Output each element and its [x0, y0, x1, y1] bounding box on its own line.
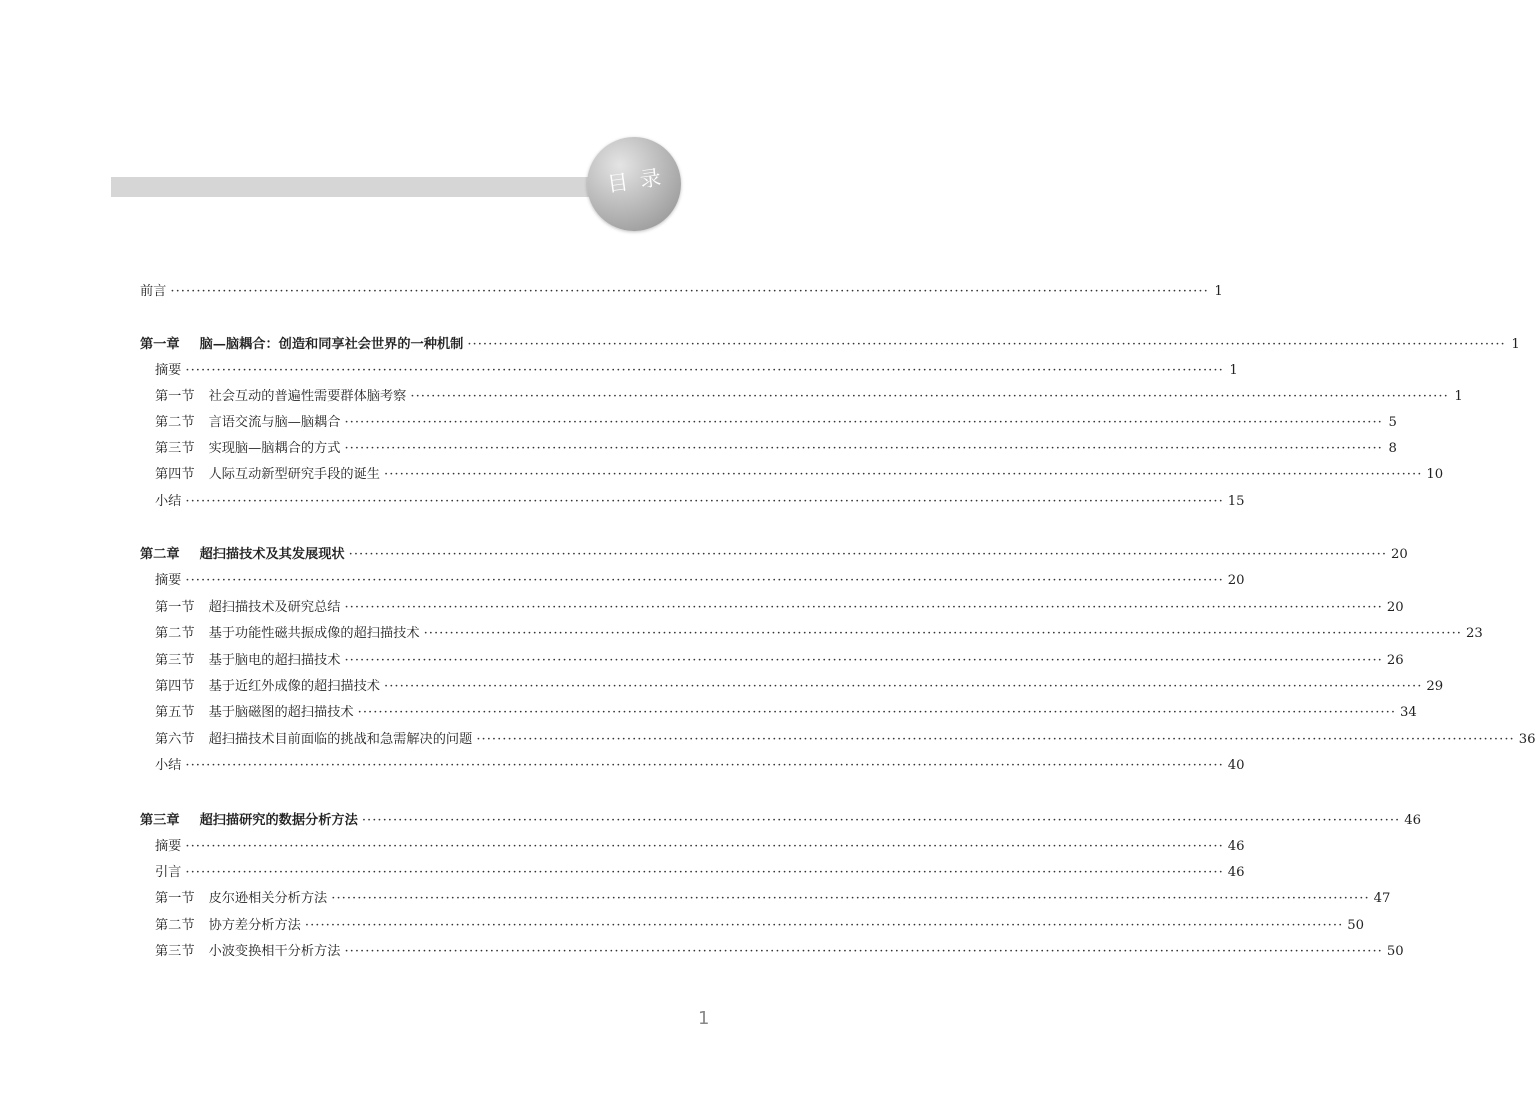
toc-entry-label: 摘要 — [155, 839, 182, 854]
toc-entry-row[interactable] — [155, 861, 1245, 881]
toc-page-number: 34 — [1400, 705, 1417, 720]
toc-entry-row[interactable] — [155, 463, 1444, 483]
toc-entry-row[interactable] — [155, 490, 1245, 510]
toc-entry-number: 第二章 — [140, 547, 180, 562]
toc-page-number: 46 — [1404, 813, 1421, 828]
toc-title: 目录 — [605, 163, 675, 197]
toc-leader-dots: ········································································································································································································ — [357, 705, 1397, 720]
toc-entry-row[interactable] — [155, 914, 1365, 934]
toc-leader-dots: ········································································································································································································ — [384, 467, 1423, 482]
toc-page-number: 1 — [1214, 284, 1223, 299]
toc-entry-row[interactable] — [140, 280, 1223, 300]
toc-entry-label: 小结 — [155, 494, 182, 509]
toc-entry-label — [155, 675, 380, 694]
toc-page-number: 23 — [1465, 626, 1483, 641]
toc-entry-number: 第五节 — [155, 705, 195, 720]
toc-page-number: 15 — [1227, 494, 1245, 509]
toc-page-number: 8 — [1388, 441, 1397, 456]
toc-entry-title: 基于近红外成像的超扫描技术 — [208, 679, 380, 694]
toc-entry-row[interactable] — [155, 385, 1463, 405]
toc-leader-dots: ········································································································································································································ — [344, 653, 1383, 668]
toc-entry-title: 超扫描研究的数据分析方法 — [199, 813, 358, 828]
toc-page-number: 1 — [1454, 389, 1463, 404]
toc-entry-title: 言语交流与脑—脑耦合 — [208, 415, 341, 430]
toc-entry-row[interactable] — [155, 596, 1404, 616]
page-number: 1 — [698, 1008, 710, 1029]
toc-entry-label: 摘要 — [155, 363, 182, 378]
toc-leader-dots: ········································································································································································································ — [331, 891, 1370, 906]
toc-page-number: 1 — [1229, 363, 1238, 378]
toc-leader-dots: ········································································································································································································ — [344, 441, 1383, 456]
toc-page-number: 40 — [1227, 758, 1245, 773]
toc-page-number: 10 — [1426, 467, 1444, 482]
toc-entry-row[interactable] — [155, 701, 1417, 721]
toc-entry-title: 皮尔逊相关分析方法 — [208, 891, 328, 906]
toc-entry-row[interactable] — [155, 569, 1245, 589]
toc-entry-number: 第四节 — [155, 467, 195, 482]
toc-entry-label — [155, 887, 327, 906]
toc-entry-number: 第一节 — [155, 891, 195, 906]
toc-leader-dots: ········································································································································································································ — [348, 547, 1388, 562]
toc-leader-dots: ········································································································································································································ — [344, 415, 1383, 430]
toc-page-number: 29 — [1426, 679, 1444, 694]
toc-page-number: 1 — [1511, 337, 1520, 352]
toc-page-number: 50 — [1347, 918, 1365, 933]
toc-entry-number: 第三章 — [140, 813, 180, 828]
toc-entry-number: 第二节 — [155, 626, 195, 641]
toc-entry-row[interactable] — [155, 437, 1397, 457]
toc-entry-number: 第三节 — [155, 944, 195, 959]
toc-page-number: 20 — [1391, 547, 1408, 562]
toc-entry-label — [140, 333, 463, 352]
toc-leader-dots: ········································································································································································································ — [361, 813, 1401, 828]
toc-leader-dots: ········································································································································································································ — [185, 865, 1224, 880]
toc-entry-label — [155, 940, 340, 959]
toc-page-number: 47 — [1373, 891, 1391, 906]
toc-entry-label — [155, 649, 340, 668]
toc-entry-number: 第三节 — [155, 441, 195, 456]
toc-page-number: 46 — [1227, 839, 1245, 854]
toc-page-number: 20 — [1386, 600, 1404, 615]
toc-entry-label — [155, 385, 406, 404]
toc-entry-title: 小波变换相干分析方法 — [208, 944, 341, 959]
toc-entry-row[interactable] — [155, 649, 1404, 669]
toc-leader-dots: ········································································································································································································ — [467, 337, 1506, 352]
toc-entry-title: 人际互动新型研究手段的诞生 — [208, 467, 380, 482]
toc-entry-row[interactable] — [155, 359, 1238, 379]
toc-leader-dots: ········································································································································································································ — [170, 284, 1209, 299]
toc-entry-label — [140, 809, 358, 828]
toc-page-number: 36 — [1518, 732, 1535, 747]
toc-entry-title: 社会互动的普遍性需要群体脑考察 — [208, 389, 407, 404]
toc-chapter-row[interactable] — [140, 543, 1408, 563]
toc-entry-label: 前言 — [140, 284, 167, 299]
toc-leader-dots: ········································································································································································································ — [185, 573, 1224, 588]
toc-entry-row[interactable] — [155, 754, 1245, 774]
toc-leader-dots: ········································································································································································································ — [476, 732, 1515, 747]
toc-entry-label: 引言 — [155, 865, 182, 880]
toc-entry-label — [155, 437, 340, 456]
toc-entry-label — [155, 914, 301, 933]
toc-entry-label — [155, 728, 472, 747]
toc-entry-title: 基于脑磁图的超扫描技术 — [208, 705, 354, 720]
toc-entry-title: 超扫描技术及其发展现状 — [199, 547, 345, 562]
toc-leader-dots: ········································································································································································································ — [304, 918, 1344, 933]
toc-entry-title: 脑—脑耦合：创造和同享社会世界的一种机制 — [199, 337, 464, 352]
toc-entry-label — [140, 543, 345, 562]
toc-entry-label — [155, 596, 340, 615]
toc-page-number: 20 — [1227, 573, 1245, 588]
toc-entry-label: 小结 — [155, 758, 182, 773]
toc-entry-label — [155, 701, 354, 720]
toc-page-number: 46 — [1227, 865, 1245, 880]
toc-entry-label — [155, 411, 340, 430]
toc-entry-title: 实现脑—脑耦合的方式 — [208, 441, 341, 456]
toc-leader-dots: ········································································································································································································ — [423, 626, 1462, 641]
toc-entry-row[interactable] — [155, 887, 1391, 907]
header-band — [111, 177, 621, 197]
toc-entry-row[interactable] — [155, 728, 1535, 748]
toc-leader-dots: ········································································································································································································ — [384, 679, 1423, 694]
toc-leader-dots: ········································································································································································································ — [185, 758, 1224, 773]
toc-leader-dots: ········································································································································································································ — [185, 363, 1224, 378]
toc-entry-row[interactable] — [155, 835, 1245, 855]
toc-title-badge — [587, 137, 681, 231]
toc-entry-number: 第三节 — [155, 653, 195, 668]
toc-entry-title: 协方差分析方法 — [208, 918, 301, 933]
toc-entry-title: 基于功能性磁共振成像的超扫描技术 — [208, 626, 420, 641]
toc-leader-dots: ········································································································································································································ — [410, 389, 1449, 404]
toc-entry-row[interactable] — [155, 675, 1444, 695]
toc-entry-label — [155, 622, 420, 641]
toc-page-number: 50 — [1386, 944, 1404, 959]
toc-entry-number: 第一节 — [155, 389, 195, 404]
toc-entry-label: 摘要 — [155, 573, 182, 588]
toc-entry-title: 超扫描技术及研究总结 — [208, 600, 341, 615]
toc-page-number: 26 — [1386, 653, 1404, 668]
toc-entry-title: 基于脑电的超扫描技术 — [208, 653, 341, 668]
toc-entry-title: 超扫描技术目前面临的挑战和急需解决的问题 — [208, 732, 473, 747]
toc-chapter-row[interactable] — [140, 809, 1421, 829]
toc-entry-label — [155, 463, 380, 482]
toc-page-number: 5 — [1388, 415, 1397, 430]
toc-entry-number: 第一节 — [155, 600, 195, 615]
toc-entry-number: 第二节 — [155, 415, 195, 430]
toc-leader-dots: ········································································································································································································ — [185, 839, 1224, 854]
toc-entry-number: 第四节 — [155, 679, 195, 694]
toc-entry-number: 第二节 — [155, 918, 195, 933]
toc-chapter-row[interactable] — [140, 333, 1520, 353]
toc-leader-dots: ········································································································································································································ — [185, 494, 1224, 509]
toc-entry-row[interactable] — [155, 940, 1404, 960]
toc-entry-row[interactable] — [155, 411, 1397, 431]
toc-leader-dots: ········································································································································································································ — [344, 944, 1383, 959]
toc-entry-number: 第一章 — [140, 337, 180, 352]
toc-entry-row[interactable] — [155, 622, 1483, 642]
toc-entry-number: 第六节 — [155, 732, 195, 747]
toc-leader-dots: ········································································································································································································ — [344, 600, 1383, 615]
